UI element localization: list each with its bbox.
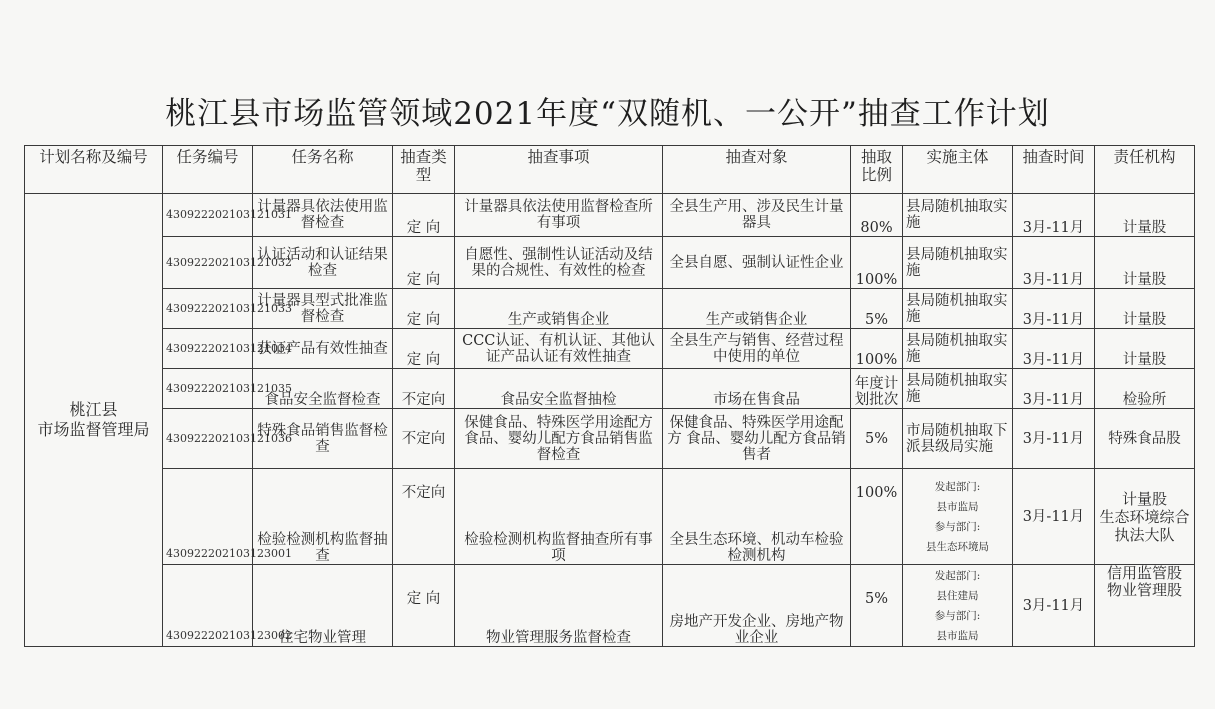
table-row (25, 237, 1195, 289)
check-item-cell: 保健食品、特殊医学用途配方食品、婴幼儿配方食品销售监督检查 (455, 409, 663, 469)
task-code-cell: 430922202103121033 (163, 289, 253, 329)
time-cell: 3月-11月 (1013, 565, 1095, 647)
check-object-cell: 全县生产用、涉及民生计量器具 (663, 194, 851, 237)
check-object-cell: 保健食品、特殊医学用途配方 食品、婴幼儿配方食品销售者 (663, 409, 851, 469)
check-item-cell: 物业管理服务监督检查 (455, 565, 663, 647)
check-type-cell: 不定向 (393, 409, 455, 469)
org-cell: 信用监管股 物业管理股 (1095, 565, 1195, 647)
task-name-cell: 计量器具依法使用监督检查 (253, 194, 393, 237)
check-type-cell: 不定向 (393, 369, 455, 409)
time-cell: 3月-11月 (1013, 469, 1095, 565)
header-cell: 抽查时间 (1013, 146, 1095, 194)
time-cell: 3月-11月 (1013, 194, 1095, 237)
org-cell: 计量股 (1095, 237, 1195, 289)
check-item-cell: 食品安全监督抽检 (455, 369, 663, 409)
org-cell: 特殊食品股 (1095, 409, 1195, 469)
task-code-cell: 430922202103121036 (163, 409, 253, 469)
check-item-cell: 计量器具依法使用监督检查所有事项 (455, 194, 663, 237)
subject-cell: 发起部门: 县住建局 参与部门: 县市监局 (903, 565, 1013, 647)
ratio-cell: 5% (851, 565, 903, 647)
table-row (25, 329, 1195, 369)
header-cell: 任务名称 (253, 146, 393, 194)
header-cell: 责任机构 (1095, 146, 1195, 194)
plan-name-cell: 桃江县 市场监督管理局 (25, 194, 163, 647)
subject-cell: 县局随机抽取实施 (903, 194, 1013, 237)
task-name-cell: 特殊食品销售监督检查 (253, 409, 393, 469)
subject-cell: 县局随机抽取实施 (903, 237, 1013, 289)
check-type-cell: 定 向 (393, 329, 455, 369)
org-cell: 检验所 (1095, 369, 1195, 409)
org-cell: 计量股 (1095, 194, 1195, 237)
header-cell: 实施主体 (903, 146, 1013, 194)
header-cell: 抽取比例 (851, 146, 903, 194)
header-cell: 抽查事项 (455, 146, 663, 194)
header-cell: 任务编号 (163, 146, 253, 194)
task-name-cell: 住宅物业管理 (253, 565, 393, 647)
check-object-cell: 全县生产与销售、经营过程中使用的单位 (663, 329, 851, 369)
task-name-cell: 检验检测机构监督抽查 (253, 469, 393, 565)
task-code-cell: 430922202103121032 (163, 237, 253, 289)
time-cell: 3月-11月 (1013, 369, 1095, 409)
task-name-cell: 食品安全监督检查 (253, 369, 393, 409)
header-cell: 计划名称及编号 (25, 146, 163, 194)
check-object-cell: 房地产开发企业、房地产物业企业 (663, 565, 851, 647)
task-code-cell: 430922202103121034 (163, 329, 253, 369)
table-row (25, 289, 1195, 329)
ratio-cell: 100% (851, 237, 903, 289)
header-cell: 抽查类型 (393, 146, 455, 194)
document-title: 桃江县市场监管领域2021年度“双随机、一公开”抽查工作计划 (165, 96, 1050, 132)
time-cell: 3月-11月 (1013, 289, 1095, 329)
table-row (25, 409, 1195, 469)
org-cell: 计量股 (1095, 289, 1195, 329)
check-type-cell: 定 向 (393, 194, 455, 237)
check-type-cell: 定 向 (393, 565, 455, 647)
header-row (25, 146, 1195, 194)
ratio-cell: 100% (851, 329, 903, 369)
subject-cell: 县局随机抽取实施 (903, 289, 1013, 329)
subject-cell: 市局随机抽取下派县级局实施 (903, 409, 1013, 469)
check-item-cell: 检验检测机构监督抽查所有事项 (455, 469, 663, 565)
task-code-cell: 430922202103121035 (163, 369, 253, 409)
subject-cell: 县局随机抽取实施 (903, 329, 1013, 369)
table-row (25, 369, 1195, 409)
subject-cell: 县局随机抽取实施 (903, 369, 1013, 409)
check-object-cell: 全县自愿、强制认证性企业 (663, 237, 851, 289)
ratio-cell: 5% (851, 289, 903, 329)
subject-cell: 发起部门: 县市监局 参与部门: 县生态环境局 (903, 469, 1013, 565)
inspection-plan-table (24, 145, 1195, 647)
check-type-cell: 不定向 (393, 469, 455, 565)
org-cell: 计量股 生态环境综合执法大队 (1095, 469, 1195, 565)
ratio-cell: 5% (851, 409, 903, 469)
ratio-cell: 100% (851, 469, 903, 565)
time-cell: 3月-11月 (1013, 329, 1095, 369)
check-object-cell: 市场在售食品 (663, 369, 851, 409)
check-object-cell: 全县生态环境、机动车检验检测机构 (663, 469, 851, 565)
table-row (25, 194, 1195, 237)
check-item-cell: 自愿性、强制性认证活动及结果的合规性、有效性的检查 (455, 237, 663, 289)
time-cell: 3月-11月 (1013, 409, 1095, 469)
header-cell: 抽查对象 (663, 146, 851, 194)
task-code-cell: 430922202103123002 (163, 565, 253, 647)
check-type-cell: 定 向 (393, 289, 455, 329)
task-name-cell: 认证活动和认证结果检查 (253, 237, 393, 289)
ratio-cell: 80% (851, 194, 903, 237)
task-name-cell: 获证产品有效性抽查 (253, 329, 393, 369)
check-object-cell: 生产或销售企业 (663, 289, 851, 329)
task-name-cell: 计量器具型式批准监督检查 (253, 289, 393, 329)
task-code-cell: 430922202103121031 (163, 194, 253, 237)
check-type-cell: 定 向 (393, 237, 455, 289)
org-cell: 计量股 (1095, 329, 1195, 369)
check-item-cell: 生产或销售企业 (455, 289, 663, 329)
task-code-cell: 430922202103123001 (163, 469, 253, 565)
table-row (25, 469, 1195, 565)
check-item-cell: CCC认证、有机认证、其他认证产品认证有效性抽查 (455, 329, 663, 369)
table-row (25, 565, 1195, 647)
ratio-cell: 年度计划批次 (851, 369, 903, 409)
time-cell: 3月-11月 (1013, 237, 1095, 289)
